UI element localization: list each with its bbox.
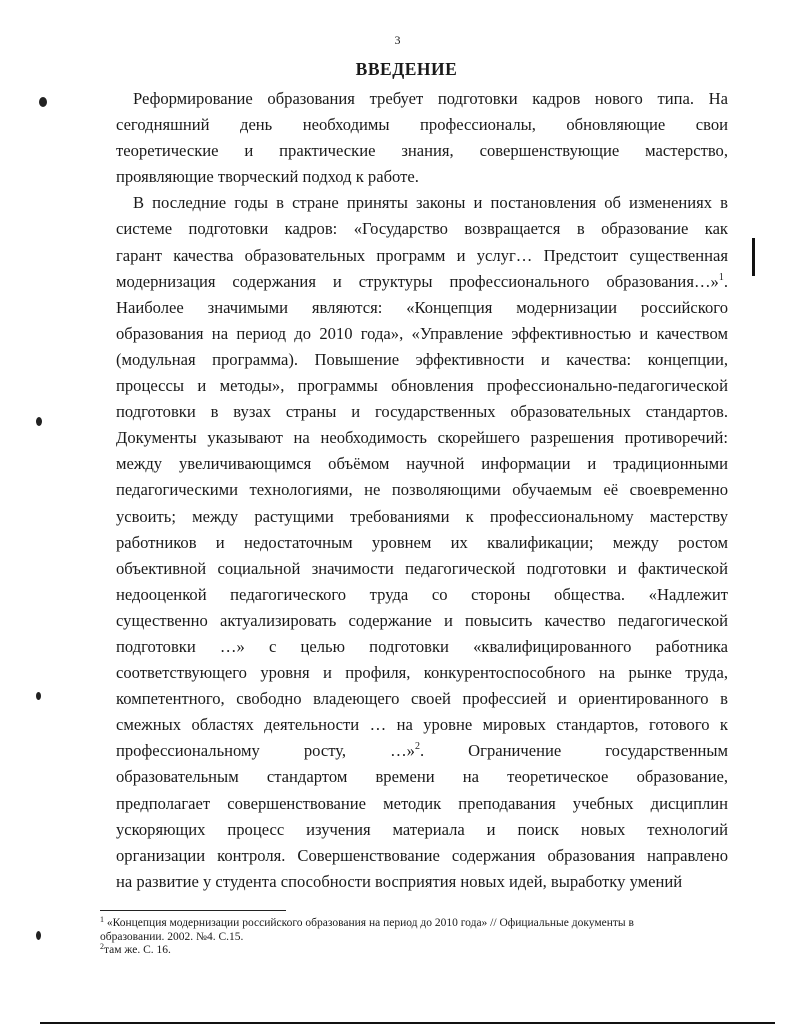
text-line: усвоить; между растущими требованиями к профессиональному мастерству xyxy=(116,506,728,526)
footnote-text: там же. С. 16. xyxy=(104,944,171,956)
text-line: гарант качества образовательных программ и услуг… Предстоит существенная xyxy=(116,245,728,265)
text-line: смежных областях деятельности … на уровне мировых стандартов, готового к xyxy=(116,715,728,735)
text-line: компетентного, свободно владеющего своей профессией и ориентированного в xyxy=(116,689,728,709)
scan-bottom-edge xyxy=(40,1022,775,1024)
text-segment: . Ограничение государственным xyxy=(419,741,729,761)
scan-speck xyxy=(39,97,47,107)
text-line: системе подготовки кадров: «Государство возвращается в образование как xyxy=(116,219,728,239)
text-line: на развитие у студента способности восприятия новых идей, выработку умений xyxy=(116,871,683,891)
text-line: организации контроля. Совершенствование содержания образования направлено xyxy=(116,845,728,865)
text-line: существенно актуализировать содержание и повысить качество педагогической xyxy=(116,610,728,630)
text-line: педагогическими технологиями, не позволяющими обучаемым её своевременно xyxy=(116,480,728,500)
footnote-marker: 1 xyxy=(100,915,104,924)
text-segment: профессиональному росту, …» xyxy=(116,741,415,761)
text-line: процессы и методы», программы обновления профессионально-педагогической xyxy=(116,376,728,396)
text-line: образовательным стандартом времени на теоретическое образование, xyxy=(116,767,728,787)
text-line: соответствующего уровня и профиля, конкурентоспособного на рынке труда, xyxy=(116,663,728,683)
text-line: Наиболее значимыми являются: «Концепция модернизации российского xyxy=(116,297,728,317)
footnote-2 xyxy=(100,944,740,958)
footnote-separator xyxy=(100,910,286,911)
text-line: сегодняшний день необходимы профессионалы, обновляющие свои xyxy=(116,115,728,135)
scan-speck xyxy=(36,417,42,426)
text-line: недооценкой педагогического труда со стороны общества. «Надлежит xyxy=(116,584,728,604)
body-text xyxy=(116,86,728,895)
text-line: подготовки в вузах страны и государственных образовательных стандартов. xyxy=(116,402,728,422)
text-line: между увеличивающимся объёмом научной информации и традиционными xyxy=(116,454,728,474)
text-segment: модернизация содержания и структуры профессионального образования…» xyxy=(116,271,719,291)
footnote-1 xyxy=(100,917,740,944)
footnote-ref-1: 1 xyxy=(718,271,724,283)
text-line: подготовки …» с целью подготовки «квалифицированного работника xyxy=(116,636,728,656)
text-line: Реформирование образования требует подготовки кадров нового типа. На xyxy=(133,89,728,108)
text-line: В последние годы в стране приняты законы и постановления об изменениях в xyxy=(133,193,728,213)
footnote-text: «Концепция модернизации российского образования на период до 2010 года» // Официальные документы в xyxy=(106,917,634,929)
scan-speck xyxy=(36,692,41,700)
text-line: проявляющие творческий подход к работе. xyxy=(116,167,419,187)
footnotes xyxy=(100,917,740,958)
text-line: модернизация содержания и структуры профессионального образования…»$^1$. xyxy=(116,271,728,291)
text-line: объективной социальной значимости педагогической подготовки и фактической xyxy=(116,558,728,578)
page-number: 3 xyxy=(394,33,401,47)
text-line: (модульная программа). Повышение эффективности и качества: концепции, xyxy=(116,349,728,369)
footnote-ref-2: 2 xyxy=(414,741,420,753)
text-line: теоретические и практические знания, совершенствующие мастерство, xyxy=(116,141,728,161)
page-title: ВВЕДЕНИЕ xyxy=(355,59,458,79)
text-line xyxy=(116,738,728,764)
text-line: ускоряющих процесс изучения материала и поиск новых технологий xyxy=(116,819,728,839)
scan-speck xyxy=(36,931,41,940)
text-line: Документы указывают на необходимость скорейшего разрешения противоречий: xyxy=(116,428,728,448)
text-line: работников и недостаточным уровнем их квалификации; между ростом xyxy=(116,532,728,552)
footnote-text: образовании. 2002. №4. С.15. xyxy=(100,930,244,943)
scan-edge-mark xyxy=(752,238,755,276)
footnote-marker: 2 xyxy=(100,942,104,951)
text-line: предполагает совершенствование методик преподавания учебных дисциплин xyxy=(116,793,728,813)
text-line: образования на период до 2010 года», «Управление эффективностью и качеством xyxy=(116,323,728,343)
